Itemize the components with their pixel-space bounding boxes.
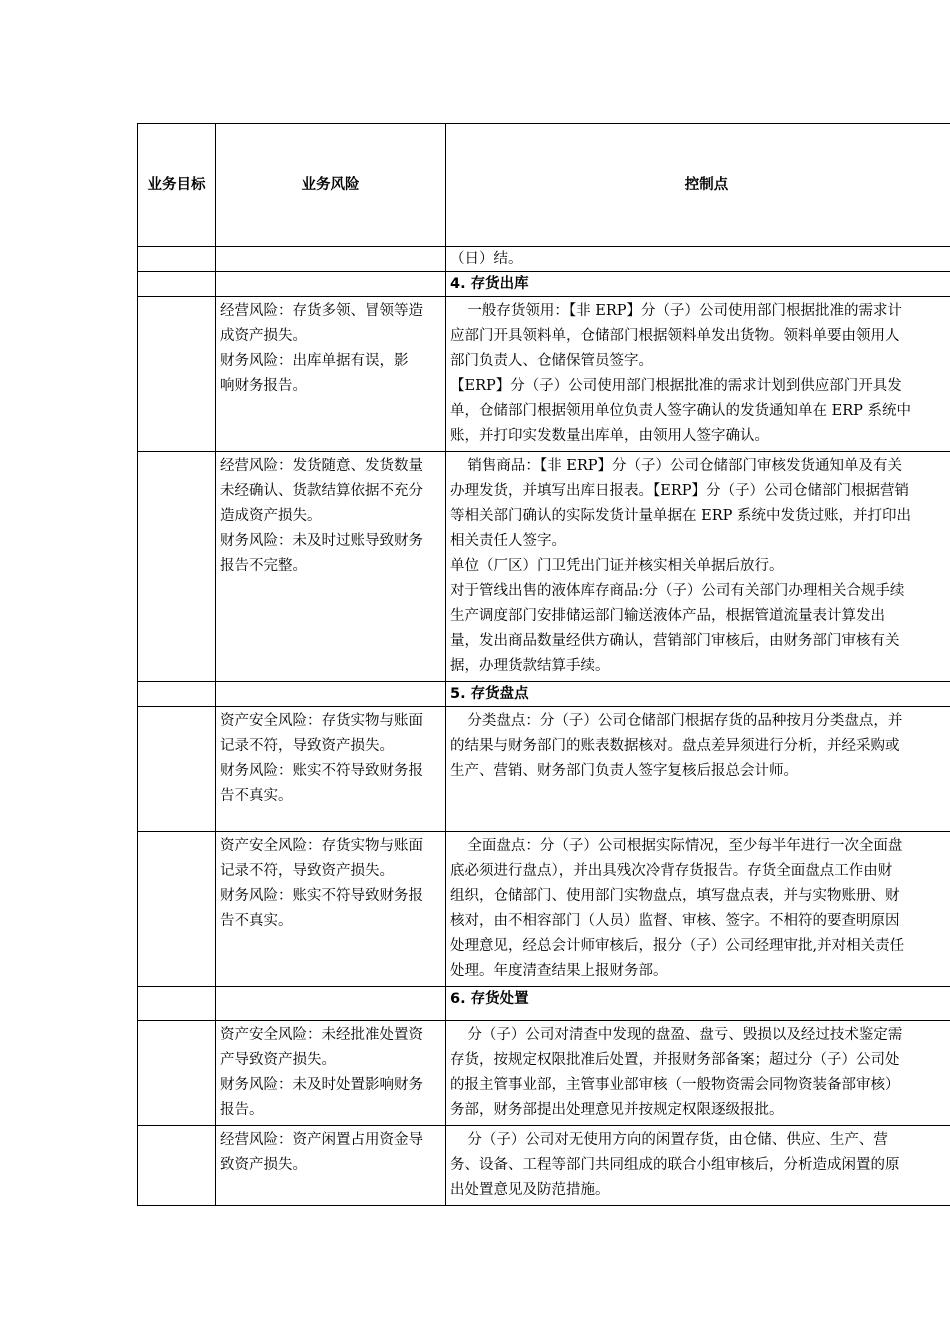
table-row [138,707,950,832]
risk-cell [216,247,446,272]
text-line: 生产调度部门安排储运部门输送液体产品，根据管道流量表计算发出 [450,608,885,624]
text-line: 处理。年度清查结果上报财务部。 [450,963,668,979]
text-line: 分（子）公司对无使用方向的闲置存货，由仓储、供应、生产、营 [467,1132,888,1148]
section-title: 4. 存货出库 [446,272,950,297]
section-row [138,272,950,297]
risk-cell [216,987,446,1021]
control-cell [446,297,950,452]
text-line: 的报主管事业部，主管事业部审核（一般物资需会同物资装备部审核） [450,1077,900,1093]
goal-cell [138,452,216,682]
text-line: 致资产损失。 [220,1157,307,1173]
text-line: 告不真实。 [220,913,293,929]
goal-cell [138,297,216,452]
text-line: 响财务报告。 [220,378,307,394]
text-line: 资产安全风险：存货实物与账面 [220,713,423,729]
table-row [138,832,950,987]
table-row [138,452,950,682]
control-cell [446,1126,950,1206]
control-cell [446,1021,950,1126]
text-line: 记录不符，导致资产损失。 [220,738,394,754]
text-line: 一般存货领用：【非 ERP】分（子）公司使用部门根据批准的需求计 [467,303,903,319]
risk-cell [216,832,446,987]
text-line: 未经确认、货款结算依据不充分 [220,483,423,499]
section-row [138,682,950,707]
text-line: 财务风险：账实不符导致财务报 [220,763,423,779]
text-line: 部门负责人、仓储保管员签字。 [450,353,653,369]
text-line: 存货，按规定权限批准后处置，并报财务部备案；超过分（子）公司处 [450,1052,900,1068]
goal-cell [138,987,216,1021]
text-line: 财务风险：账实不符导致财务报 [220,888,423,904]
table-row [138,1021,950,1126]
goal-cell [138,1126,216,1206]
goal-cell [138,707,216,832]
text-line: 应部门开具领料单，仓储部门根据领料单发出货物。领料单要由领用人 [450,328,900,344]
table-row [138,297,950,452]
text-line: 的结果与财务部门的账表数据核对。盘点差异须进行分析，并经采购或 [450,738,900,754]
text-line: 账，并打印实发数量出库单，由领用人签字确认。 [450,428,769,444]
text-line: 分类盘点：分（子）公司仓储部门根据存货的品种按月分类盘点，并 [467,713,903,729]
text-line: 经营风险：资产闲置占用资金导 [220,1132,423,1148]
goal-cell [138,247,216,272]
risk-cell [216,297,446,452]
text-line: 报告。 [220,1102,264,1118]
text-line: 务、设备、工程等部门共同组成的联合小组审核后，分析造成闲置的原 [450,1157,900,1173]
text-line: 成资产损失。 [220,328,307,344]
text-line: 经营风险：发货随意、发货数量 [220,458,423,474]
text-line: 出处置意见及防范措施。 [450,1182,610,1198]
text-line: 底必须进行盘点），并出具残次冷背存货报告。存货全面盘点工作由财 [450,863,893,879]
control-cell [446,247,950,272]
risk-control-table [137,123,950,1206]
table-header-row [138,124,950,247]
text-line: 财务风险：未及时处置影响财务 [220,1077,423,1093]
text-line: 核对，由不相容部门（人员）监督、审核、签字。不相符的要查明原因 [450,913,900,929]
text-line: 记录不符，导致资产损失。 [220,863,394,879]
text-line: 【ERP】分（子）公司使用部门根据批准的需求计划到供应部门开具发 [450,378,902,394]
text-line: 量，发出商品数量经供方确认，营销部门审核后，由财务部门审核有关 [450,633,900,649]
table-row [138,1126,950,1206]
section-row [138,987,950,1021]
text-line: 经营风险：存货多领、冒领等造 [220,303,423,319]
text-line: 分（子）公司对清查中发现的盘盈、盘亏、毁损以及经过技术鉴定需 [467,1027,903,1043]
text-line: 财务风险：出库单据有误，影 [220,353,409,369]
text-line: 对于管线出售的液体库存商品:分（子）公司有关部门办理相关合规手续 [450,583,905,599]
text-line: 单位（厂区）门卫凭出门证并核实相关单据后放行。 [450,558,784,574]
text-line: 告不真实。 [220,788,293,804]
table-row [138,247,950,272]
text-line: 销售商品：【非 ERP】分（子）公司仓储部门审核发货通知单及有关 [467,458,903,474]
row-tail-text: （日）结。 [450,251,523,267]
control-cell [446,707,950,832]
risk-cell [216,682,446,707]
risk-cell [216,1021,446,1126]
text-line: 等相关部门确认的实际发货计量单据在 ERP 系统中发货过账，并打印出 [450,508,911,524]
text-line: 据，办理货款结算手续。 [450,658,610,674]
text-line: 报告不完整。 [220,558,307,574]
risk-cell [216,707,446,832]
goal-cell [138,1021,216,1126]
text-line: 资产安全风险：未经批准处置资 [220,1027,423,1043]
header-risk: 业务风险 [216,124,446,247]
text-line: 生产、营销、财务部门负责人签字复核后报总会计师。 [450,763,798,779]
text-line: 资产安全风险：存货实物与账面 [220,838,423,854]
header-goal: 业务目标 [138,124,216,247]
control-cell [446,452,950,682]
control-cell [446,832,950,987]
header-control: 控制点 [446,124,950,247]
goal-cell [138,272,216,297]
text-line: 财务风险：未及时过账导致财务 [220,533,423,549]
risk-cell [216,1126,446,1206]
section-title: 5. 存货盘点 [446,682,950,707]
goal-cell [138,832,216,987]
text-line: 产导致资产损失。 [220,1052,336,1068]
goal-cell [138,682,216,707]
text-line: 单，仓储部门根据领用单位负责人签字确认的发货通知单在 ERP 系统中 [450,403,911,419]
text-line: 务部，财务部提出处理意见并按规定权限逐级报批。 [450,1102,784,1118]
text-line: 造成资产损失。 [220,508,322,524]
text-line: 相关责任人签字。 [450,533,566,549]
text-line: 办理发货，并填写出库日报表。【ERP】分（子）公司仓储部门根据营销 [450,483,910,499]
text-line: 处理意见，经总会计师审核后，报分（子）公司经理审批,并对相关责任 [450,938,905,954]
text-line: 组织，仓储部门、使用部门实物盘点，填写盘点表，并与实物账册、财 [450,888,900,904]
text-line: 全面盘点：分（子）公司根据实际情况，至少每半年进行一次全面盘 [467,838,903,854]
section-title: 6. 存货处置 [446,987,950,1021]
risk-cell [216,452,446,682]
risk-cell [216,272,446,297]
